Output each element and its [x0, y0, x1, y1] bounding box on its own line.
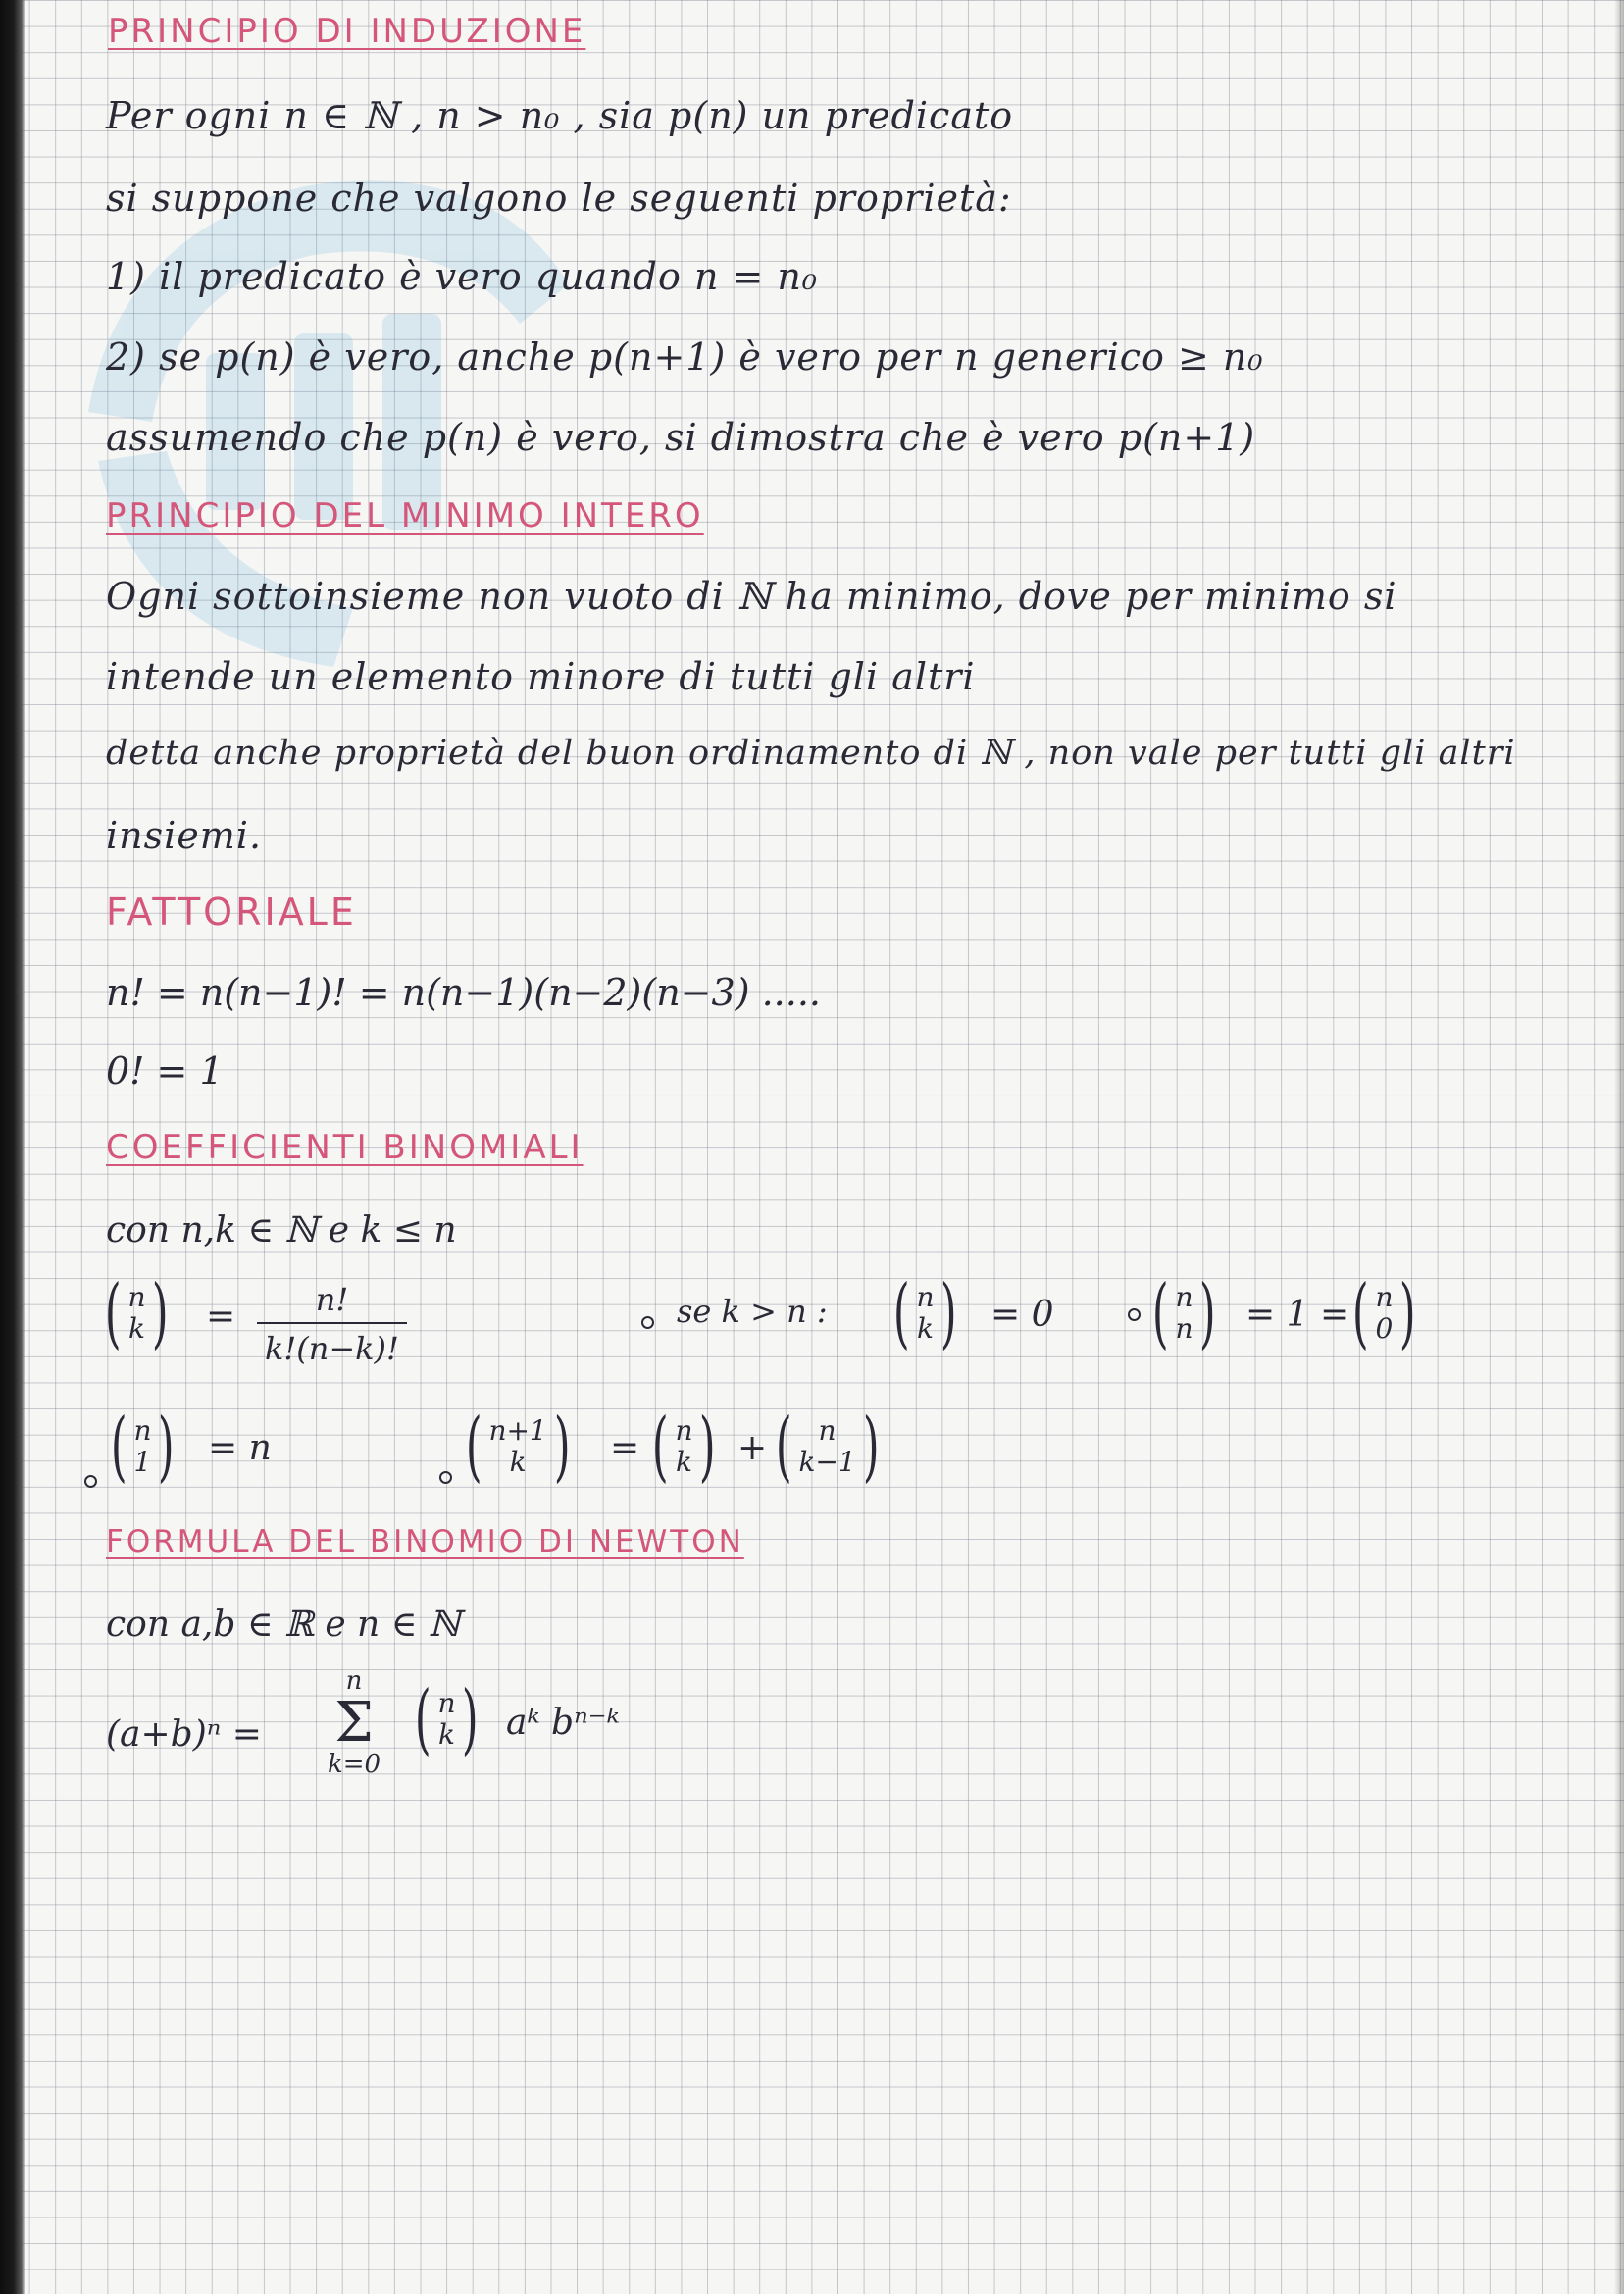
binom-case-k-gt-n: se k > n :: [677, 1293, 828, 1330]
stifel-plus: +: [737, 1428, 768, 1468]
heading-fattoriale: FATTORIALE: [106, 891, 357, 934]
induzione-line-2: si suppone che valgono le seguenti proprietà:: [106, 177, 1012, 220]
summation-symbol: n Σ k=0: [328, 1666, 381, 1779]
induzione-line-1: Per ogni n ∈ ℕ , n > n₀ , sia p(n) un predicato: [106, 94, 1014, 137]
induzione-line-4: 2) se p(n) è vero, anche p(n+1) è vero per n generico ≥ n₀: [106, 335, 1264, 379]
induzione-line-5: assumendo che p(n) è vero, si dimostra che è vero p(n+1): [106, 416, 1256, 459]
newton-condition: con a,b ∈ ℝ e n ∈ ℕ: [106, 1605, 461, 1645]
binomiali-condition: con n,k ∈ ℕ e k ≤ n: [106, 1210, 457, 1250]
bullet-dot: [439, 1471, 452, 1484]
binom-def-eq: =: [206, 1297, 236, 1337]
bullet-dot: [1128, 1308, 1141, 1321]
bullet-dot: [84, 1475, 97, 1488]
binom-eq-n: = n: [208, 1428, 272, 1468]
binom-n-k-newton: ( n k ): [414, 1675, 480, 1763]
newton-term: aᵏ bⁿ⁻ᵏ: [506, 1703, 620, 1743]
binom-n-k-zero: ( n k ): [892, 1269, 958, 1357]
minimo-line-2: intende un elemento minore di tutti gli altri: [106, 655, 976, 698]
induzione-line-3: 1) il predicato è vero quando n = n₀: [106, 255, 819, 298]
minimo-line-3: detta anche proprietà del buon ordinamento di ℕ , non vale per tutti gli altri: [106, 734, 1516, 773]
stifel-eq: =: [610, 1428, 640, 1468]
newton-lhs: (a+b)ⁿ =: [106, 1714, 262, 1755]
binom-n-n: ( n n ): [1151, 1269, 1217, 1357]
bullet-dot: [641, 1316, 654, 1329]
binom-n-plus-1-k: ( n+1 k ): [465, 1402, 571, 1491]
binom-eq-zero: = 0: [990, 1295, 1054, 1335]
heading-minimo-intero: PRINCIPIO DEL MINIMO INTERO: [106, 496, 704, 535]
fattoriale-zero: 0! = 1: [106, 1049, 224, 1093]
heading-principio-induzione: PRINCIPIO DI INDUZIONE: [108, 12, 586, 51]
binom-n-k-minus-1: ( n k−1 ): [775, 1402, 880, 1491]
binom-n-k: ( n k ): [104, 1269, 170, 1357]
scan-binding-edge: [0, 0, 25, 2294]
binom-n-k-stifel: ( n k ): [651, 1402, 717, 1491]
fattoriale-formula: n! = n(n−1)! = n(n−1)(n−2)(n−3) .....: [106, 971, 821, 1014]
binom-n-1: ( n 1 ): [110, 1402, 176, 1491]
binom-n-0: ( n 0 ): [1351, 1269, 1417, 1357]
minimo-line-1: Ogni sottoinsieme non vuoto di ℕ ha minimo, dove per minimo si: [106, 575, 1397, 618]
binom-def-fraction: n! k!(n−k)!: [257, 1281, 407, 1367]
scan-right-edge: [1614, 0, 1624, 2294]
minimo-line-4: insiemi.: [106, 814, 263, 857]
binom-eq-one: = 1 =: [1245, 1295, 1350, 1335]
heading-binomio-newton: FORMULA DEL BINOMIO DI NEWTON: [106, 1524, 744, 1559]
heading-coefficienti-binomiali: COEFFICIENTI BINOMIALI: [106, 1128, 584, 1167]
